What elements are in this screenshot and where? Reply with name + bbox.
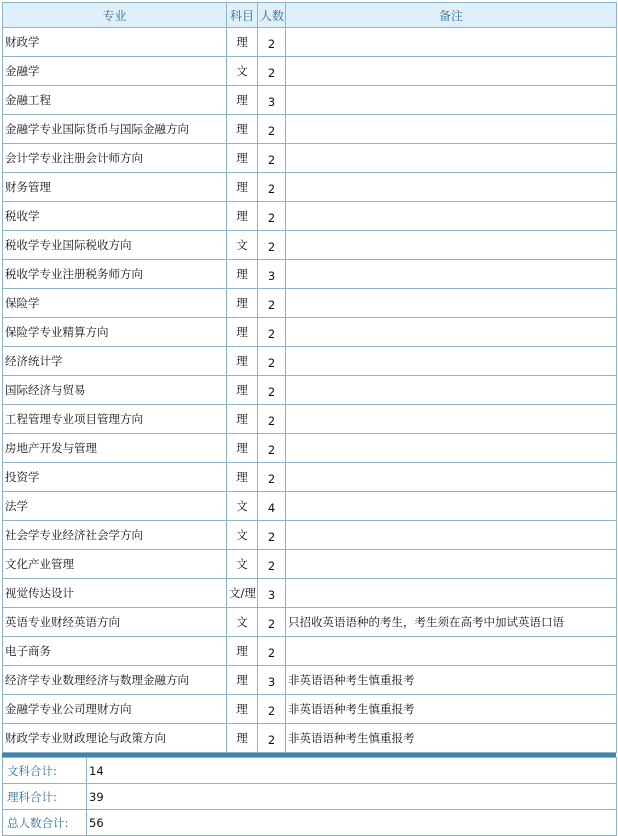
subject-cell: 文 [227,521,258,550]
note-cell [286,492,617,521]
table-row [3,86,617,115]
totals-value: 14 [87,758,617,784]
note-cell [286,405,617,434]
major-cell: 经济统计学 [3,347,227,376]
subject-cell: 文 [227,608,258,637]
header-row [3,3,617,28]
count-cell: 3 [258,666,286,695]
major-cell: 财务管理 [3,173,227,202]
totals-label: 理科合计: [3,784,87,810]
note-cell [286,376,617,405]
totals-row [3,784,617,810]
count-cell: 2 [258,608,286,637]
table-row [3,492,617,521]
count-cell: 4 [258,492,286,521]
subject-cell: 理 [227,28,258,57]
major-cell: 金融学 [3,57,227,86]
table-row [3,608,617,637]
table-row [3,666,617,695]
count-cell: 2 [258,376,286,405]
count-cell: 2 [258,289,286,318]
major-cell: 财政学专业财政理论与政策方向 [3,724,227,753]
count-cell: 2 [258,463,286,492]
note-cell [286,289,617,318]
totals-table [2,757,617,836]
subject-cell: 理 [227,376,258,405]
table-row [3,260,617,289]
table-row [3,28,617,57]
count-cell: 3 [258,260,286,289]
count-cell: 2 [258,695,286,724]
note-cell [286,347,617,376]
major-cell: 投资学 [3,463,227,492]
header-count: 人数 [258,3,286,28]
note-cell [286,434,617,463]
major-cell: 金融学专业国际货币与国际金融方向 [3,115,227,144]
count-cell: 2 [258,724,286,753]
major-cell: 社会学专业经济社会学方向 [3,521,227,550]
note-cell [286,579,617,608]
table-row [3,434,617,463]
count-cell: 3 [258,86,286,115]
subject-cell: 理 [227,86,258,115]
table-row [3,376,617,405]
count-cell: 2 [258,202,286,231]
header-note: 备注 [286,3,617,28]
major-cell: 经济学专业数理经济与数理金融方向 [3,666,227,695]
totals-value: 39 [87,784,617,810]
major-cell: 税收学专业国际税收方向 [3,231,227,260]
note-cell: 非英语语种考生慎重报考 [286,666,617,695]
enrollment-table [2,2,617,753]
note-cell [286,260,617,289]
major-cell: 保险学专业精算方向 [3,318,227,347]
table-row [3,144,617,173]
note-cell [286,86,617,115]
totals-row [3,758,617,784]
subject-cell: 理 [227,695,258,724]
major-cell: 金融学专业公司理财方向 [3,695,227,724]
major-cell: 会计学专业注册会计师方向 [3,144,227,173]
count-cell: 2 [258,115,286,144]
table-row [3,57,617,86]
totals-value: 56 [87,810,617,836]
note-cell [286,318,617,347]
subject-cell: 理 [227,637,258,666]
table-row [3,115,617,144]
table-row [3,695,617,724]
note-cell [286,173,617,202]
subject-cell: 理 [227,173,258,202]
header-subject: 科目 [227,3,258,28]
subject-cell: 理 [227,289,258,318]
note-cell [286,231,617,260]
count-cell: 2 [258,173,286,202]
major-cell: 税收学专业注册税务师方向 [3,260,227,289]
subject-cell: 文 [227,492,258,521]
table-row [3,318,617,347]
totals-row [3,810,617,836]
note-cell [286,115,617,144]
count-cell: 2 [258,550,286,579]
table-row [3,202,617,231]
subject-cell: 文 [227,57,258,86]
major-cell: 英语专业财经英语方向 [3,608,227,637]
major-cell: 保险学 [3,289,227,318]
table-row [3,289,617,318]
table-row [3,463,617,492]
subject-cell: 理 [227,405,258,434]
count-cell: 2 [258,434,286,463]
totals-label: 总人数合计: [3,810,87,836]
major-cell: 文化产业管理 [3,550,227,579]
subject-cell: 理 [227,666,258,695]
subject-cell: 理 [227,347,258,376]
count-cell: 2 [258,144,286,173]
note-cell: 非英语语种考生慎重报考 [286,724,617,753]
table-row [3,405,617,434]
table-row [3,173,617,202]
major-cell: 房地产开发与管理 [3,434,227,463]
subject-cell: 文/理 [227,579,258,608]
major-cell: 财政学 [3,28,227,57]
count-cell: 3 [258,579,286,608]
subject-cell: 理 [227,202,258,231]
count-cell: 2 [258,28,286,57]
note-cell [286,144,617,173]
note-cell: 非英语语种考生慎重报考 [286,695,617,724]
major-cell: 法学 [3,492,227,521]
major-cell: 国际经济与贸易 [3,376,227,405]
subject-cell: 理 [227,318,258,347]
note-cell [286,463,617,492]
table-row [3,637,617,666]
subject-cell: 理 [227,434,258,463]
table-row [3,521,617,550]
note-cell [286,28,617,57]
major-cell: 工程管理专业项目管理方向 [3,405,227,434]
subject-cell: 理 [227,260,258,289]
note-cell: 只招收英语语种的考生，考生须在高考中加试英语口语 [286,608,617,637]
subject-cell: 理 [227,463,258,492]
header-major: 专业 [3,3,227,28]
note-cell [286,637,617,666]
subject-cell: 理 [227,115,258,144]
table-row [3,231,617,260]
subject-cell: 文 [227,550,258,579]
count-cell: 2 [258,318,286,347]
count-cell: 2 [258,347,286,376]
subject-cell: 文 [227,231,258,260]
note-cell [286,550,617,579]
table-row [3,550,617,579]
count-cell: 2 [258,405,286,434]
count-cell: 2 [258,521,286,550]
count-cell: 2 [258,637,286,666]
note-cell [286,521,617,550]
major-cell: 税收学 [3,202,227,231]
table-row [3,347,617,376]
table-body [3,28,617,753]
note-cell [286,202,617,231]
totals-label: 文科合计: [3,758,87,784]
count-cell: 2 [258,57,286,86]
enrollment-table-container [2,2,616,836]
major-cell: 视觉传达设计 [3,579,227,608]
table-row [3,579,617,608]
subject-cell: 理 [227,144,258,173]
subject-cell: 理 [227,724,258,753]
table-row [3,724,617,753]
count-cell: 2 [258,231,286,260]
major-cell: 金融工程 [3,86,227,115]
note-cell [286,57,617,86]
major-cell: 电子商务 [3,637,227,666]
